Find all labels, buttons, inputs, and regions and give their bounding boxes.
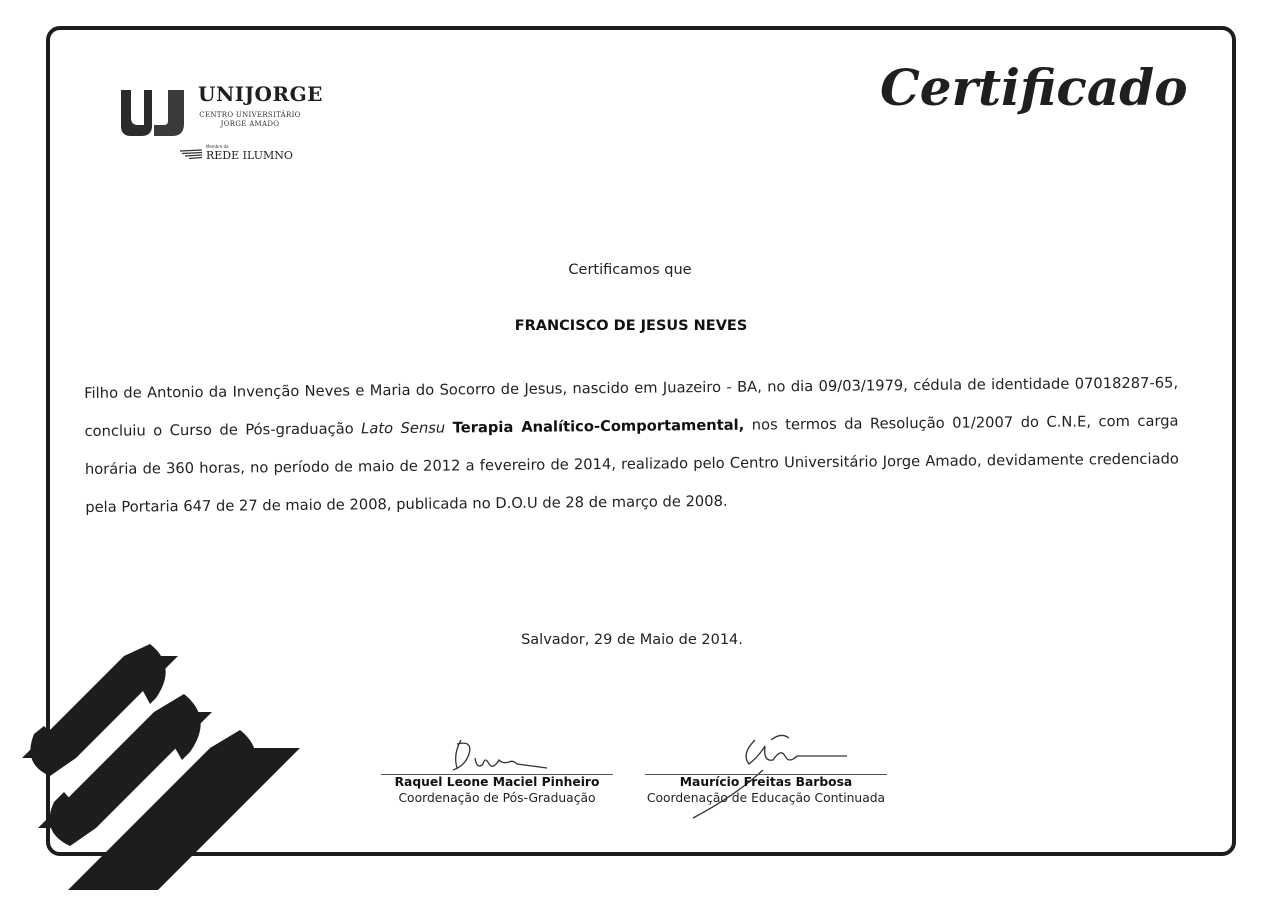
body-text-part2: nos termos da Resolução 01/2007 do C.N.E, com carga horária de 360 horas, no período de maio de 2012 a fevereiro de 2014, realizado pelo Centro Universitário Jorge Amado, devidamente credenciado pela Portaria 647 de 27 de maio de 2008, publicada no D.O.U de 28 de março de 2008. (84, 412, 1179, 516)
uj-logo-icon (118, 86, 190, 136)
place-and-date: Salvador, 29 de Maio de 2014. (521, 632, 743, 648)
signer-name-right: Maurício Freitas Barbosa (679, 775, 853, 789)
network-name: REDE ILUMNO (206, 149, 293, 162)
network-prefix: Membro da (206, 144, 229, 149)
signer-role-right: Coordenação de Educação Continuada (646, 791, 886, 805)
certificate-body (84, 364, 1179, 526)
course-name: Terapia Analítico-Comportamental, (452, 416, 745, 437)
ribbon-stripes-graphic (0, 640, 310, 900)
institution-subtitle-line2: JORGE AMADO (220, 120, 280, 128)
recipient-name: FRANCISCO DE JESUS NEVES (514, 318, 748, 334)
signature-left-scribble (443, 734, 553, 778)
institution-logo (118, 80, 323, 170)
course-modality: Lato Sensu (361, 419, 446, 438)
body-text-part1: Filho de Antonio da Invenção Neves e Maria do Socorro de Jesus, nascido em Juazeiro - BA, no dia 09/03/1979, cédula de identidade 07018287-65, concluiu o Curso de Pós-graduação (84, 374, 1179, 440)
institution-subtitle-line1: CENTRO UNIVERSITÁRIO (199, 111, 301, 119)
wing-icon (180, 149, 204, 159)
certificate-intro: Certificamos que (568, 262, 692, 278)
signer-role-left: Coordenação de Pós-Graduação (398, 791, 596, 805)
certificate-title: Certificado (880, 58, 1188, 117)
signer-name-left: Raquel Leone Maciel Pinheiro (394, 775, 600, 789)
institution-name: UNIJORGE (198, 82, 323, 106)
